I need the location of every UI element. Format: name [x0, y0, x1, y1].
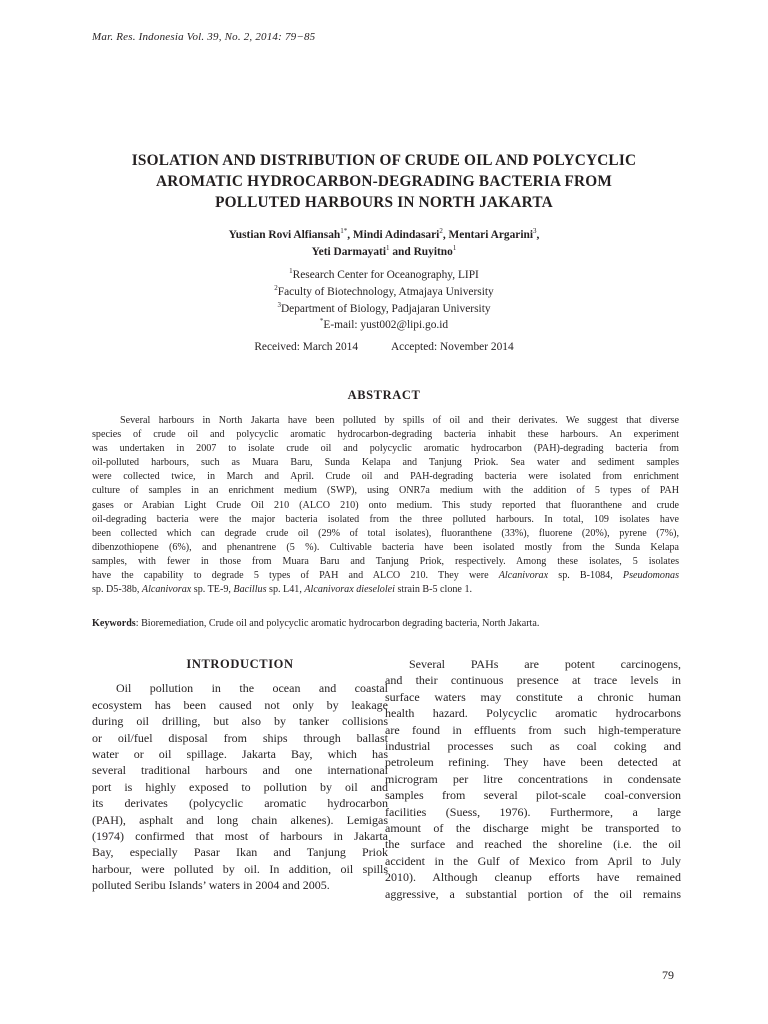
- body-line: accident in the Gulf of Mexico from April to July: [385, 853, 681, 868]
- body-line: petroleum refining. They have been detected at: [385, 755, 681, 770]
- abstract-line: oil-polluted harbours, such as Muara Baru, Sunda Kelapa and Tanjung Priok. Sea water and sediment samples: [92, 457, 679, 469]
- body-line: ecosystem has been caused not only by leakage: [92, 697, 388, 712]
- keywords-label: Keywords: [92, 618, 136, 629]
- body-line: health hazard. Polycyclic aromatic hydrocarbons: [385, 706, 681, 721]
- author-name: Yeti Darmayati: [311, 246, 387, 258]
- keywords-text: : Bioremediation, Crude oil and polycyclic aromatic hydrocarbon degrading bacteria, North Jakarta.: [135, 618, 540, 629]
- abstract-text: strain B-5 clone 1.: [394, 584, 473, 596]
- author-name: Yustian Rovi Alfiansah: [228, 229, 341, 241]
- abstract-line: [92, 583, 679, 597]
- body-line: port is highly exposed to pollution by oil and: [92, 779, 388, 794]
- body-line: facilities (Suess, 1976). Furthermore, a large: [385, 804, 681, 819]
- body-line: aggressive, a substantial portion of the oil remains: [385, 886, 681, 901]
- column-left: [92, 656, 388, 894]
- author-name: and Ruyitno: [389, 246, 453, 258]
- body-line: samples from several pilot-scale coal-conversion: [385, 788, 681, 803]
- affiliation-number: 2: [274, 284, 278, 292]
- paper-title: [60, 150, 708, 213]
- affiliation-item: [60, 267, 708, 284]
- title-line: ISOLATION AND DISTRIBUTION OF CRUDE OIL AND POLYCYCLIC: [131, 152, 637, 169]
- author-affiliation-mark: 1: [452, 244, 457, 253]
- abstract-line: [92, 569, 679, 583]
- author-affiliation-mark: 1: [386, 244, 390, 253]
- body-line: its derivates (polycyclic aromatic hydrocarbon: [92, 796, 388, 811]
- abstract-line: dibenzothiopene (6%), and phenantrene (5 %). Cultivable bacteria have been isolated mostly from the Sunda Kelapa: [92, 541, 679, 553]
- section-heading-introduction: INTRODUCTION: [186, 657, 294, 671]
- abstract-line: species of crude oil and polycyclic aromatic hydrocarbon-degrading bacteria inhabit these harbours. An experiment: [92, 429, 679, 441]
- affiliation-item: [60, 301, 708, 318]
- abstract-text: sp. D5-38b,: [92, 584, 142, 596]
- title-line: AROMATIC HYDROCARBON-DEGRADING BACTERIA FROM: [156, 173, 612, 190]
- keywords: [92, 618, 682, 629]
- species-name: Alcanivorax: [498, 570, 549, 582]
- title-line: POLLUTED HARBOURS IN NORTH JAKARTA: [215, 194, 553, 211]
- affiliation-text: Faculty of Biotechnology, Atmajaya University: [277, 285, 494, 298]
- abstract-line: culture of samples in an enrichment medium (SWP), using ONR7a medium with the addition of 5 types of PAH: [92, 485, 679, 497]
- abstract-text: sp. B-1084,: [548, 570, 623, 582]
- body-line: water or oil spillage. Jakarta Bay, which has: [92, 747, 388, 762]
- abstract-line: oil-degrading bacteria were the major bacteria isolated from the three polluted harbours. In total, 109 isolates have: [92, 513, 679, 525]
- abstract-line: gases or Arabian Light Crude Oil 210 (ALCO 210) onto medium. This study reported that fluoranthene and crude: [92, 499, 679, 511]
- abstract-line: were collected twice, in March and April. Crude oil and PAH-degrading bacteria were isolated from enrichment: [92, 471, 679, 483]
- affiliations: [60, 267, 708, 334]
- author-line: [60, 227, 708, 244]
- body-line: or oil/fuel disposal from ships through ballast: [92, 730, 388, 745]
- author-name: , Mentari Argarini: [442, 229, 534, 241]
- abstract-text: have the capability to degrade 5 types of PAH and ALCO 210. They were: [92, 570, 499, 582]
- abstract-line: Several harbours in North Jakarta have been polluted by spills of oil and their derivates. We suggest that diverse: [120, 415, 679, 426]
- abstract-text: sp. L41,: [266, 584, 305, 596]
- journal-header: Mar. Res. Indonesia Vol. 39, No. 2, 2014: 79−85: [92, 31, 316, 43]
- body-line: microgram per litre concentrations in condensate: [385, 771, 681, 786]
- abstract-heading: ABSTRACT: [347, 388, 421, 402]
- author-affiliation-mark: 3: [533, 227, 537, 236]
- body-line: 2010). Although cleanup efforts have remained: [385, 870, 681, 885]
- author-separator: ,: [536, 229, 540, 241]
- author-list: [60, 227, 708, 261]
- affiliation-text: Research Center for Oceanography, LIPI: [292, 269, 479, 281]
- abstract-body: [92, 414, 679, 597]
- body-line: Oil pollution in the ocean and coastal: [116, 681, 388, 696]
- submission-dates: [60, 341, 708, 353]
- column-right: [385, 656, 681, 902]
- body-line: are found in effluents from such high-temperature: [385, 722, 681, 737]
- abstract-line: been collected which can degrade crude oil (29% of total isolates), fluoranthene (33%), fluorene (20%), pyrene (7%),: [92, 527, 679, 539]
- species-name: Bacillus: [233, 584, 267, 596]
- species-name: Pseudomonas: [622, 570, 679, 582]
- affiliation-number: *: [319, 317, 324, 326]
- abstract-line: was undertaken in 2007 to isolate crude oil and polycyclic aromatic hydrocarbon (PAH)-degrading bacteria from: [92, 443, 679, 455]
- body-line: polluted Seribu Islands’ waters in 2004 and 2005.: [92, 878, 330, 893]
- author-line: [60, 244, 708, 261]
- body-line: industrial processes such as coal coking and: [385, 739, 681, 754]
- body-line: the surface and reached the shoreline (i.e. the oil: [385, 837, 681, 852]
- body-line: several traditional harbours and one international: [92, 763, 388, 778]
- abstract-text: sp. TE-9,: [191, 584, 234, 596]
- body-line: during oil drilling, but also by tanker collisions: [92, 714, 388, 729]
- affiliation-item: [60, 317, 708, 334]
- affiliation-number: 3: [277, 300, 281, 309]
- body-line: and their continuous presence at trace levels in: [385, 673, 681, 688]
- affiliation-number: 1: [289, 267, 293, 276]
- accepted-date: Accepted: November 2014: [390, 341, 514, 353]
- author-name: , Mindi Adindasari: [347, 229, 440, 241]
- body-line: Bay, especially Pasar Ikan and Tanjung Priok: [92, 845, 388, 860]
- body-line: (1974) confirmed that most of harbours in Jakarta: [92, 829, 388, 844]
- body-line: Several PAHs are potent carcinogens,: [409, 657, 681, 671]
- body-line: harbour, were polluted by oil. In addition, oil spills: [92, 861, 388, 876]
- body-line: surface waters may constitute a chronic human: [385, 689, 681, 704]
- species-name: Alcanivorax: [141, 584, 192, 596]
- body-line: (PAH), asphalt and long chain alkenes). Lemigas: [92, 812, 388, 827]
- author-affiliation-mark: 1*: [340, 227, 348, 236]
- received-date: Received: March 2014: [254, 341, 359, 353]
- affiliation-text: Department of Biology, Padjajaran University: [280, 302, 491, 315]
- author-affiliation-mark: 2: [439, 227, 443, 236]
- affiliation-item: [60, 284, 708, 301]
- abstract-line: samples, with fewer in those from Muara Baru and Tanjung Priok, respectively. Among these isolates, 5 isolates: [92, 555, 679, 567]
- species-name: Alcanivorax dieselolei: [304, 584, 395, 596]
- email-text: E-mail: yust002@lipi.go.id: [323, 319, 449, 332]
- page-number: 79: [662, 968, 674, 982]
- body-line: amount of the discharge might be transported to: [385, 821, 681, 836]
